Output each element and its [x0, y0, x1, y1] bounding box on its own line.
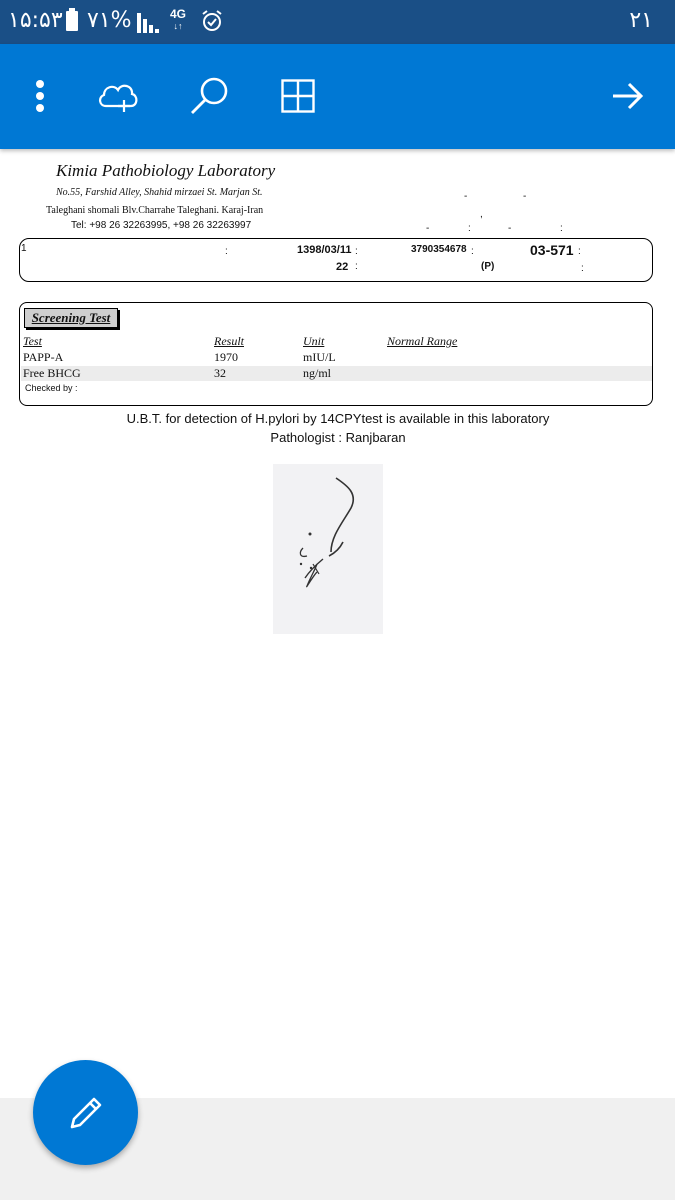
- battery-percent: ٧١%: [87, 8, 132, 33]
- patient-field-1: 1: [21, 243, 27, 254]
- colon-mark: :: [471, 246, 474, 257]
- section-title: Screening Test: [24, 308, 118, 328]
- table-row: [21, 366, 652, 381]
- edit-pencil-icon: [66, 1093, 106, 1133]
- cloud-add-icon: [96, 78, 140, 114]
- footer-note: U.B.T. for detection of H.pylori by 14CPYtest is available in this laboratory: [126, 411, 550, 426]
- cell-result: 32: [214, 366, 226, 380]
- search-button[interactable]: [188, 74, 232, 118]
- dash-mark: -: [426, 223, 430, 234]
- patient-age: 22: [336, 261, 349, 273]
- lab-address-line2: Taleghani shomali Blv.Charrahe Taleghani. Karaj-Iran: [46, 205, 264, 216]
- colon-mark: :: [355, 246, 358, 257]
- colon-mark: :: [355, 261, 358, 272]
- status-date: ۲۱: [629, 8, 653, 33]
- edit-fab-button[interactable]: [33, 1060, 138, 1165]
- cell-unit: mIU/L: [303, 350, 336, 364]
- app-toolbar: [0, 44, 675, 149]
- dash-mark: -: [464, 191, 468, 202]
- patient-info-box: [19, 238, 653, 282]
- network-indicator: [170, 8, 186, 32]
- lab-report-document: [18, 155, 658, 455]
- grid-view-button[interactable]: [276, 74, 320, 118]
- status-bar: [0, 0, 675, 44]
- column-header-normal-range: Normal Range: [387, 334, 458, 348]
- next-button[interactable]: [606, 74, 650, 118]
- status-time: ۱۵:۵۳: [8, 8, 63, 33]
- comma-mark: ,: [480, 209, 483, 220]
- patient-id-number: 3790354678: [411, 244, 467, 255]
- search-icon: [189, 75, 231, 117]
- patient-code: 03-571: [530, 242, 574, 258]
- cell-result: 1970: [214, 350, 238, 364]
- more-options-button[interactable]: [18, 74, 62, 118]
- signature-image: [273, 464, 383, 634]
- results-box: [19, 302, 653, 406]
- lab-address-line1: No.55, Farshid Alley, Shahid mirzaei St. Marjan St.: [56, 187, 263, 198]
- cell-unit: ng/ml: [303, 366, 332, 380]
- more-vert-icon: [35, 78, 45, 114]
- p-flag: (P): [481, 261, 495, 272]
- grid-icon: [281, 79, 315, 113]
- colon-mark: :: [225, 246, 228, 257]
- battery-icon: [66, 11, 78, 31]
- lab-tel: Tel: +98 26 32263995, +98 26 32263997: [71, 220, 252, 231]
- network-type: 4G: [170, 7, 187, 21]
- column-header-result: Result: [214, 334, 244, 348]
- cell-test: Free BHCG: [23, 366, 81, 380]
- report-date: 1398/03/11: [297, 244, 352, 256]
- cell-test: PAPP-A: [23, 350, 64, 364]
- lab-name: Kimia Pathobiology Laboratory: [56, 161, 276, 180]
- colon-mark: :: [578, 246, 581, 257]
- colon-mark: :: [581, 263, 584, 274]
- network-arrows: ↓↑: [173, 21, 183, 31]
- pathologist-name: Pathologist : Ranjbaran: [270, 430, 406, 445]
- table-row: [21, 350, 652, 365]
- checked-by-label: Checked by :: [25, 383, 78, 393]
- cloud-upload-button[interactable]: [96, 74, 140, 118]
- column-header-unit: Unit: [303, 334, 325, 348]
- dash-mark: -: [508, 223, 512, 234]
- alarm-icon: [200, 9, 224, 33]
- arrow-forward-icon: [611, 80, 645, 112]
- column-header-test: Test: [23, 334, 42, 348]
- colon-mark: :: [468, 223, 471, 234]
- dash-mark: -: [523, 191, 527, 202]
- colon-mark: :: [560, 223, 563, 234]
- signal-icon: [137, 11, 163, 33]
